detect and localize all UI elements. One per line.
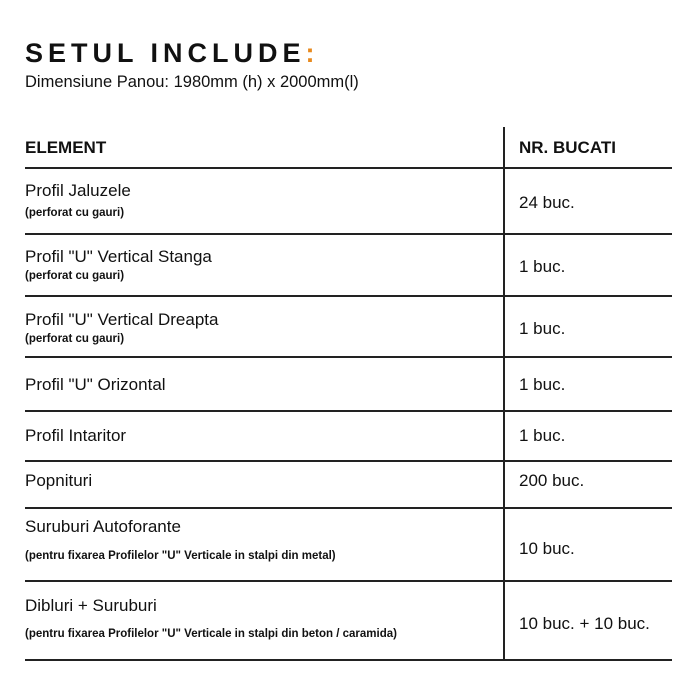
item-note: (perforat cu gauri): [25, 270, 125, 282]
table-row: [25, 309, 495, 347]
table-row: [25, 516, 495, 564]
item-quantity: 1 buc.: [519, 426, 566, 445]
row-divider: [25, 580, 672, 582]
item-name: Profil "U" Vertical Dreapta: [25, 310, 219, 329]
item-name: Dibluri + Suruburi: [25, 596, 157, 615]
item-note: (perforat cu gauri): [25, 333, 125, 345]
table-row: [25, 425, 495, 447]
item-name: Profil "U" Vertical Stanga: [25, 247, 212, 266]
item-quantity: 10 buc. + 10 buc.: [519, 614, 650, 633]
item-note: (perforat cu gauri): [25, 207, 125, 219]
row-divider: [25, 507, 672, 509]
item-name: Suruburi Autoforante: [25, 517, 181, 536]
row-divider: [25, 167, 672, 169]
item-quantity: 24 buc.: [519, 193, 575, 212]
table-row: [25, 374, 495, 396]
panel-dimensions: Dimensiune Panou: 1980mm (h) x 2000mm(l): [25, 73, 359, 91]
item-name: Profil "U" Orizontal: [25, 375, 166, 394]
item-name: Profil Jaluzele: [25, 181, 131, 200]
title-colon: :: [305, 38, 320, 68]
row-divider: [25, 659, 672, 661]
row-divider: [25, 356, 672, 358]
row-divider: [25, 295, 672, 297]
item-note: (pentru fixarea Profilelor "U" Verticale in stalpi din metal): [25, 550, 336, 562]
column-header-element: ELEMENT: [25, 138, 107, 157]
title-text: SETUL INCLUDE: [25, 38, 306, 68]
row-divider: [25, 410, 672, 412]
row-divider: [25, 460, 672, 462]
item-quantity: 1 buc.: [519, 319, 566, 338]
table-row: [25, 180, 495, 221]
table-row: [25, 595, 495, 642]
item-name: Popnituri: [25, 471, 93, 490]
page-title: [25, 36, 320, 70]
table-row: [25, 470, 495, 492]
item-name: Profil Intaritor: [25, 426, 127, 445]
item-quantity: 1 buc.: [519, 375, 566, 394]
item-quantity: 200 buc.: [519, 471, 585, 490]
item-quantity: 1 buc.: [519, 257, 566, 276]
column-header-quantity: NR. BUCATI: [519, 138, 616, 157]
item-quantity: 10 buc.: [519, 539, 575, 558]
item-note: (pentru fixarea Profilelor "U" Verticale in stalpi din beton / caramida): [25, 628, 397, 640]
table-row: [25, 246, 495, 284]
row-divider: [25, 233, 672, 235]
